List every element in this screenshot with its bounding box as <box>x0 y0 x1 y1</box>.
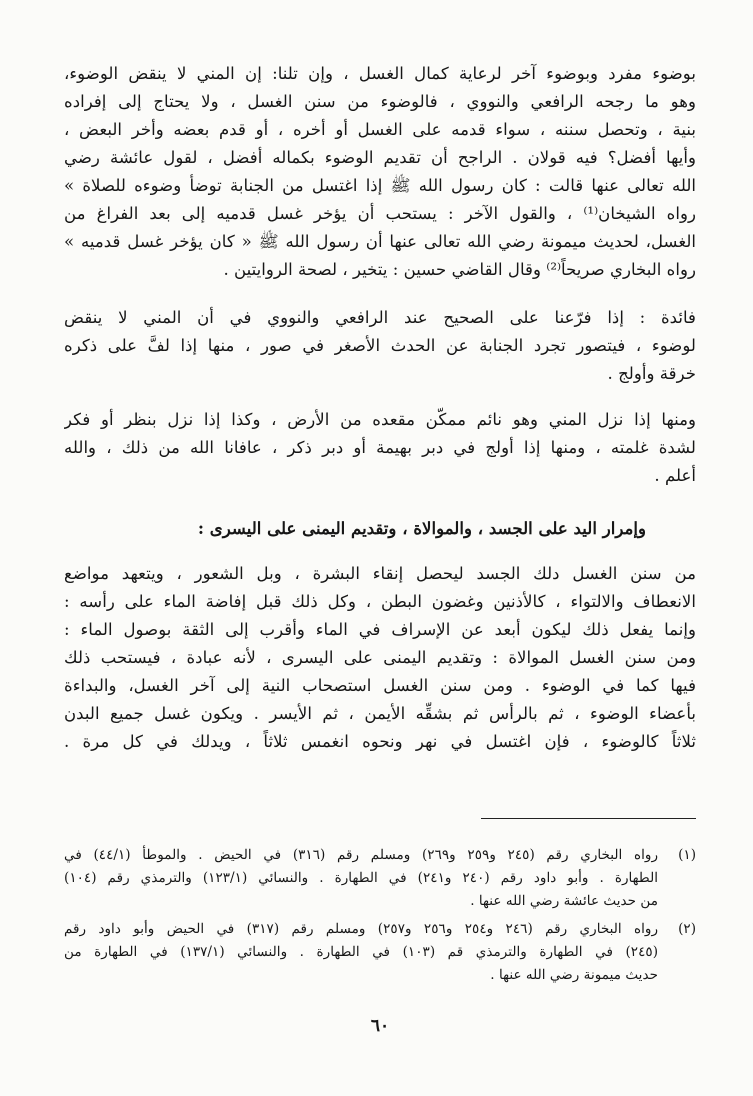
minha-line-3: أعلم . <box>654 466 696 485</box>
main-line-8: رواه البخاري صريحاً⁽²⁾ وقال القاضي حسين : يتخير ، لصحة الروايتين . <box>223 260 696 279</box>
footnote-2-text-2: (٢٤٥) في الطهارة والترمذي قم (١٠٣) في الطهارة . والنسائي (١٣٧/١) في الطهارة من <box>64 944 658 960</box>
footnote-1-number: (١) <box>678 847 696 863</box>
footnote-1-text-3: من حديث عائشة رضي الله عنها . <box>470 893 658 909</box>
footnote-1-line-3 <box>64 890 696 913</box>
page-number: ٦٠ <box>370 1016 390 1036</box>
section-line-5: فيها كما في الوضوء . ومن سنن الغسل استصحاب النية إلى آخر الغسل، والبداءة <box>64 676 696 695</box>
section-line-6: بأعضاء الوضوء ، ثم بالرأس ثم بشقِّه الأيمن ، ثم الأيسر . ويكون غسل جميع البدن <box>64 704 696 723</box>
main-line-2: وهو ما رجحه الرافعي والنووي ، فالوضوء من سنن الغسل ، ولا يحتاج إلى إفراده <box>64 92 696 111</box>
section-line-3: وإنما يفعل ذلك ليكون أبعد عن الإسراف في الماء وأقرب إلى الثقة بوصول الماء : <box>64 620 696 639</box>
minha-line-1: ومنها إذا نزل المني وهو نائم ممكّن مقعده من الأرض ، وكذا إذا نزل بنظر أو فكر <box>64 410 696 429</box>
minha-line-2: لشدة غلمته ، ومنها إذا أولج في دبر بهيمة أو دبر ذكر ، عافانا الله من ذلك ، والله <box>64 438 696 457</box>
footnote-1-line-2 <box>64 867 696 890</box>
footnote-separator <box>481 818 696 819</box>
section-line-2: الانعطاف والالتواء ، كالأذنين وغضون البطن ، وكل ذلك قبل إفاضة الماء على رأسه : <box>64 592 696 611</box>
book-page <box>64 52 696 1062</box>
main-line-5: الله تعالى عنها قالت : كان رسول الله ﷺ إذا اغتسل من الجنابة توضأ وضوءه للصلاة » <box>64 176 696 195</box>
footnote-1-text-1: رواه البخاري رقم (٢٤٥ و٢٥٩ و٢٦٩) ومسلم رقم (٣١٦) في الحيض . والموطأ (٤٤/١) في <box>64 847 659 863</box>
faida-line-3: خرقة وأولج . <box>607 364 696 383</box>
footnote-2-line-2 <box>64 941 696 964</box>
footnote-2-text-3: حديث ميمونة رضي الله عنها . <box>490 967 658 983</box>
faida-line-2: لوضوء ، فيتصور تجرد الجنابة عن الحدث الأصغر في صور ، منها إذا لفَّ على ذكره <box>64 336 696 355</box>
section-line-1: من سنن الغسل دلك الجسد ليحصل إنقاء البشرة ، وبل الشعور ، ويتعهد مواضع <box>64 564 696 583</box>
faida-line-1: فائدة : إذا فرّعنا على الصحيح عند الرافعي والنووي في أن المني لا ينقض <box>64 308 696 327</box>
main-line-1: بوضوء مفرد وبوضوء آخر لرعاية كمال الغسل ، وإن تلنا: إن المني لا ينقض الوضوء، <box>64 64 696 83</box>
footnote-2-line-1 <box>64 918 696 941</box>
section-heading: وإمرار اليد على الجسد ، والموالاة ، وتقديم اليمنى على اليسرى : <box>197 518 646 538</box>
section-line-4: ومن سنن الغسل الموالاة : وتقديم اليمنى على اليسرى ، لأنه عبادة ، فيستحب ذلك <box>64 648 696 667</box>
footnote-1-line-1 <box>64 844 696 867</box>
main-line-3: بنية ، وتحصل سننه ، سواء قدمه على الغسل أو أخره ، أو قدم بعضه وأخر البعض ، <box>64 120 696 139</box>
main-line-7: الغسل، لحديث ميمونة رضي الله تعالى عنها أن رسول الله ﷺ « كان يؤخر غسل قدميه » <box>64 232 696 251</box>
main-line-6: رواه الشيخان⁽¹⁾ ، والقول الآخر : يستحب أن يؤخر غسل قدميه إلى بعد الفراغ من <box>64 204 696 223</box>
section-line-7: ثلاثاً كالوضوء ، فإن اغتسل في نهر ونحوه انغمس ثلاثاً ، ويدلك في كل مرة . <box>64 732 696 751</box>
footnote-2-line-3 <box>64 964 696 987</box>
footnote-1-text-2: الطهارة . وأبو داود رقم (٢٤٠ و٢٤١) في الطهارة . والنسائي (١٢٣/١) والترمذي رقم (١٠٤) <box>64 870 658 886</box>
footnote-2-number: (٢) <box>678 921 696 937</box>
main-line-4: وأيها أفضل؟ فيه قولان . الراجح أن تقديم الوضوء بكماله أفضل ، لقول عائشة رضي <box>64 148 696 167</box>
footnote-2-text-1: رواه البخاري رقم (٢٤٦ و٢٥٤ و٢٥٦ و٢٥٧) ومسلم رقم (٣١٧) في الحيض وأبو داود رقم <box>64 921 659 937</box>
